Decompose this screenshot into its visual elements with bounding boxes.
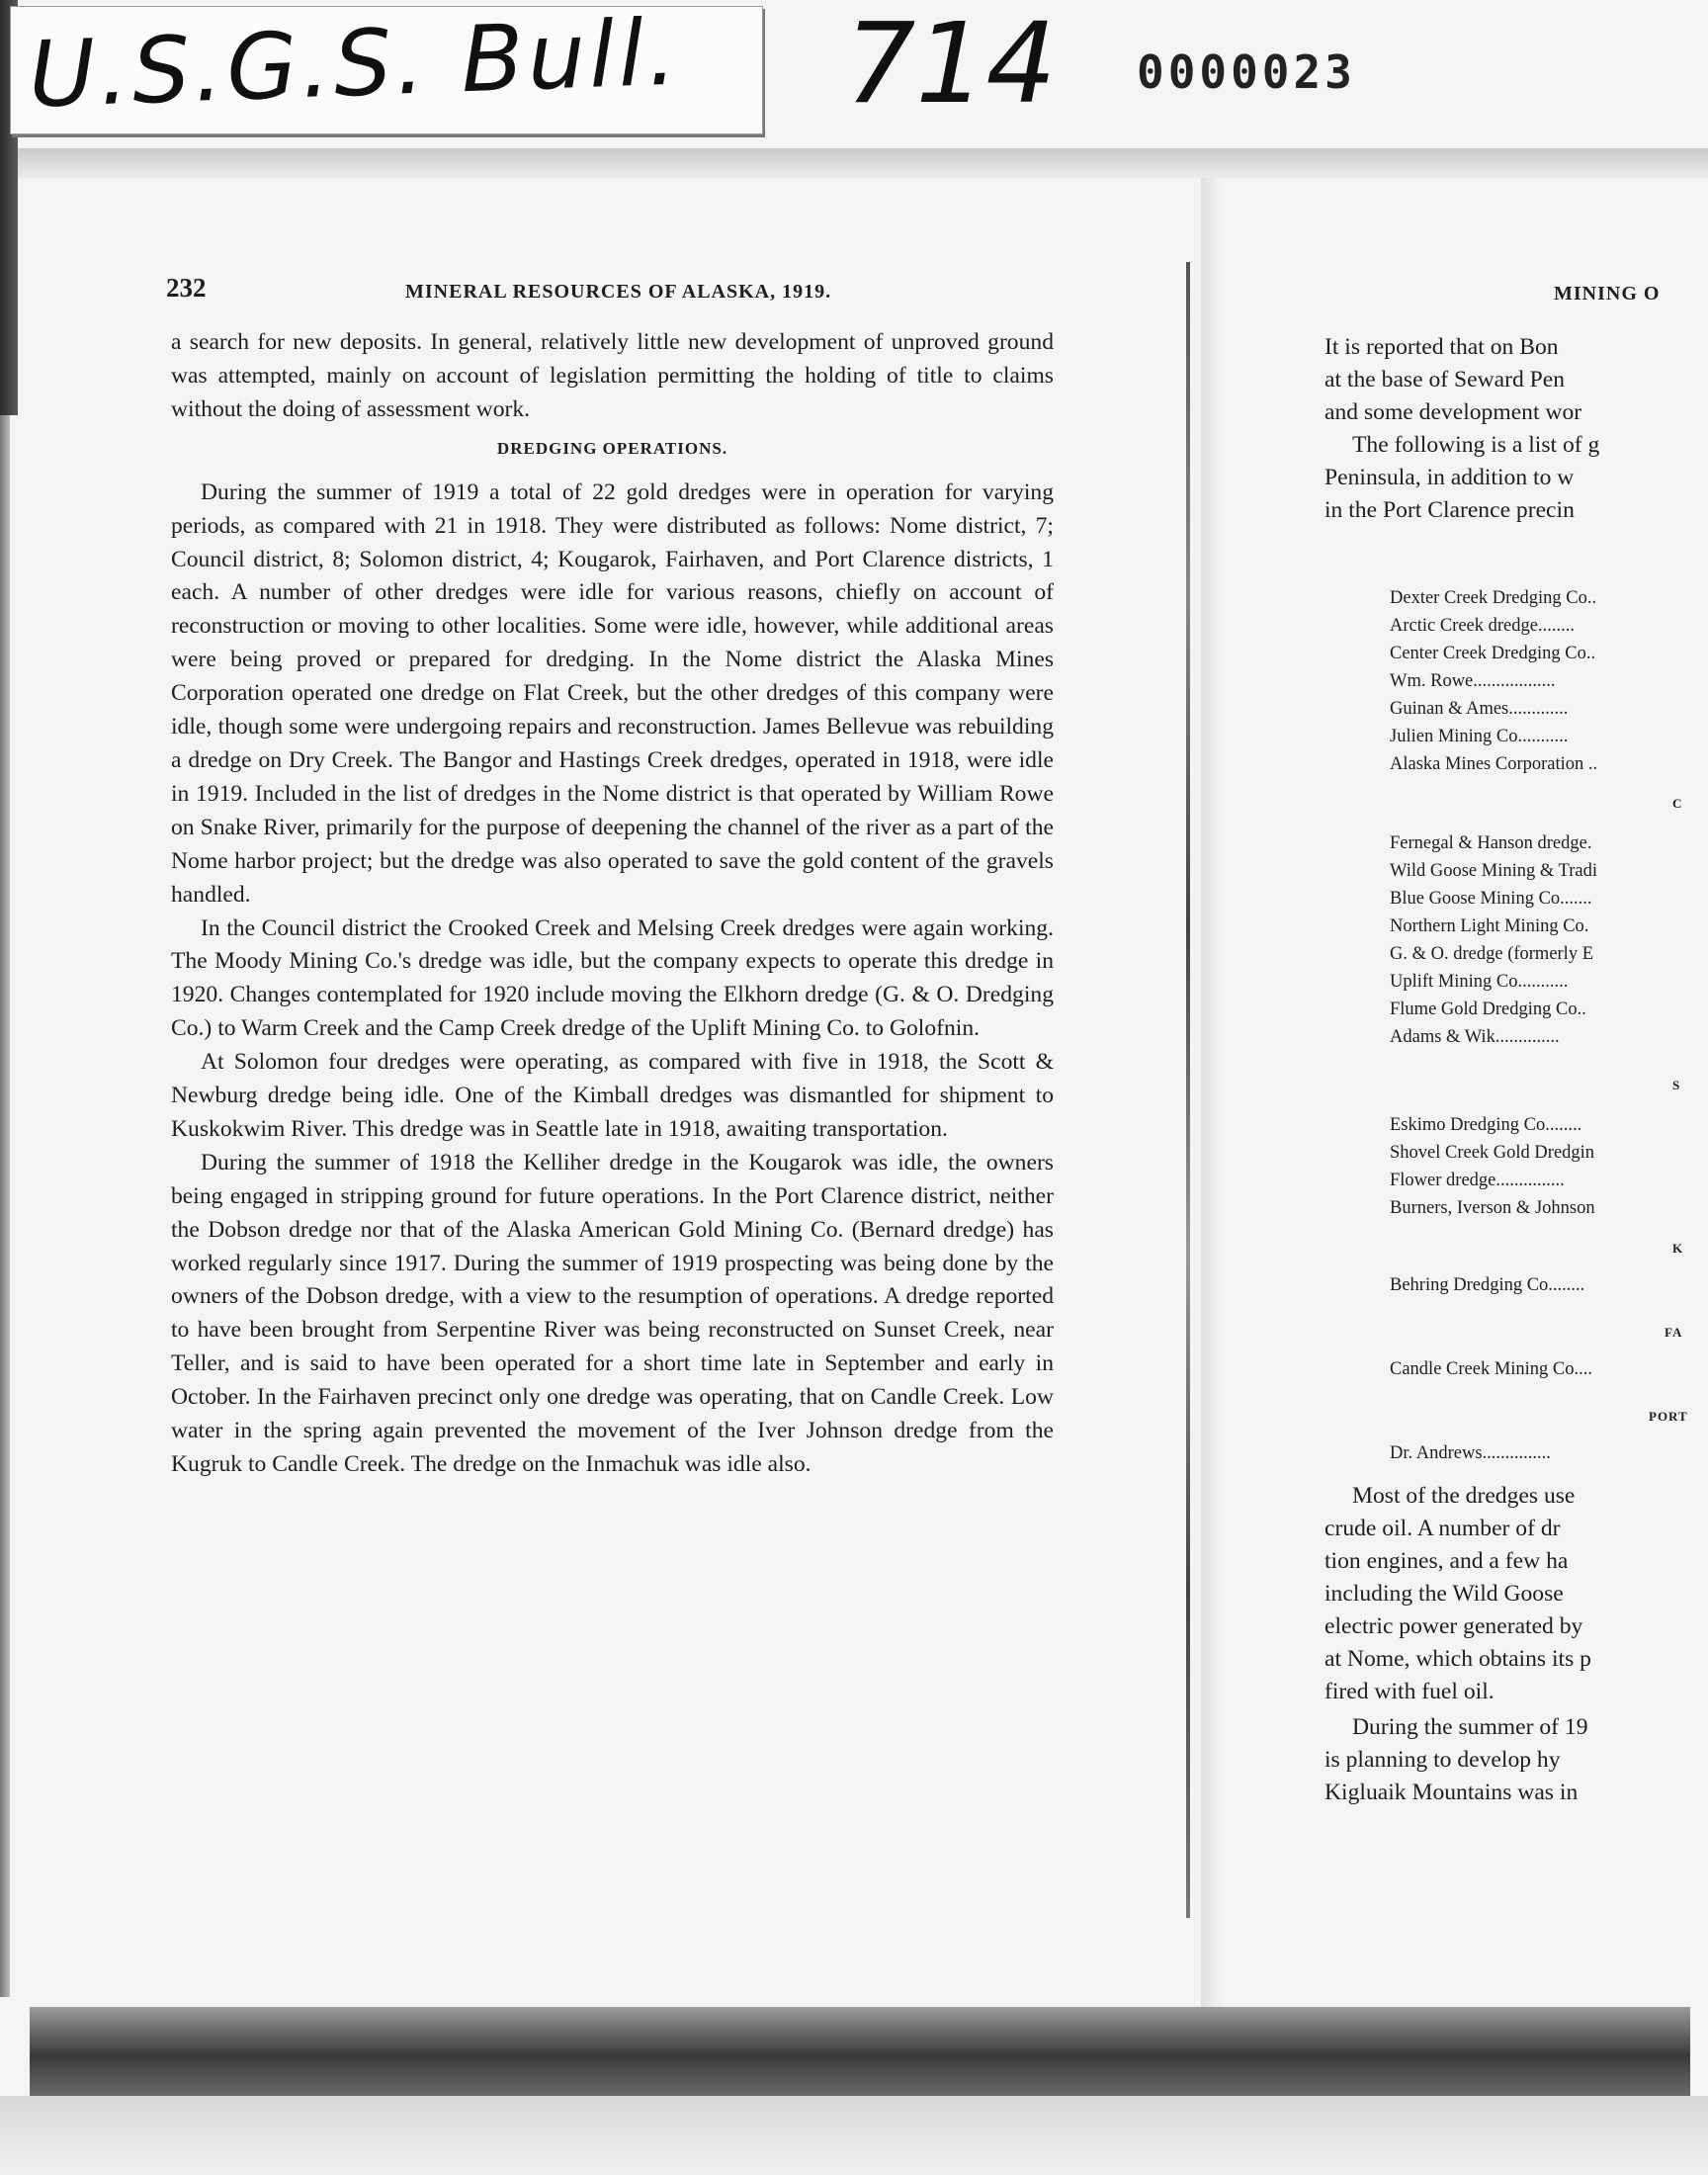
scan-bottom-edge: [0, 2096, 1708, 2175]
list-item: Arctic Creek dredge........: [1390, 616, 1575, 636]
list-item: Wild Goose Mining & Tradi: [1390, 861, 1597, 881]
intro-line: The following is a list of g: [1352, 432, 1600, 458]
list-item: G. & O. dredge (formerly E: [1390, 944, 1594, 964]
list-item: Candle Creek Mining Co....: [1390, 1359, 1593, 1379]
page-number: 232: [166, 273, 207, 303]
list-item: Dexter Creek Dredging Co..: [1390, 588, 1597, 608]
running-head: MINERAL RESOURCES OF ALASKA, 1919.: [405, 281, 832, 303]
list-item: Fernegal & Hanson dredge.: [1390, 833, 1592, 853]
list-item: Alaska Mines Corporation ..: [1390, 754, 1598, 774]
scan-shadow-bottom: [30, 2007, 1690, 2096]
list-item: Shovel Creek Gold Dredgin: [1390, 1143, 1595, 1163]
closing-line: at Nome, which obtains its p: [1324, 1646, 1591, 1672]
paragraph: During the summer of 1919 a total of 22 gold dredges were in operation for varying periods, as compared with 21 in 1918. They were distributed as follows: Nome district, 7; Council district, 8; Solomon district, 4; Kougarok, Fairhaven, and Port Clarence districts, 1 each. A number of other dredges were idle for various reasons, chiefly on account of reconstruction or moving to other localities. Some were idle, however, while additional areas were being proved or prepared for dredging. In the Nome district the Alaska Mines Corporation operated one dredge on Flat Creek, but the other dredges of this company were idle, though some were undergoing repairs and reconstruction. James Bellevue was rebuilding a dredge on Dry Creek. The Bangor and Hastings Creek dredges, operated in 1918, were idle in 1919. Included in the list of dredges in the Nome district is that operated by William Rowe on Snake River, primarily for the purpose of deepening the channel of the river as a part of the Nome harbor project; but the dredge was also operated to save the gold content of the gravels handled.: [171, 478, 1054, 908]
section-heading: DREDGING OPERATIONS.: [496, 438, 728, 458]
list-group-heading: K: [1672, 1241, 1684, 1256]
opening-paragraph: a search for new deposits. In general, relatively little new development of unproved ground was attempted, mainly on account of legislation permitting the holding of title to claims without the doing of assessment work.: [171, 329, 1054, 422]
list-item: Julien Mining Co...........: [1390, 727, 1569, 746]
document-id-stamp: 0000023: [1137, 45, 1356, 99]
scan-top-edge: [0, 148, 1708, 178]
intro-line: Peninsula, in addition to w: [1324, 465, 1575, 490]
closing-line: During the summer of 19: [1352, 1714, 1588, 1740]
body-text: [171, 326, 1054, 1482]
closing-line: crude oil. A number of dr: [1324, 1516, 1561, 1541]
scan-shadow-left-lower: [0, 415, 10, 1997]
list-item: Blue Goose Mining Co.......: [1390, 889, 1592, 909]
right-page: [1324, 178, 1708, 2007]
closing-line: is planning to develop hy: [1324, 1747, 1561, 1773]
list-item: Adams & Wik..............: [1390, 1027, 1560, 1047]
gutter-shadow: [1201, 178, 1223, 2007]
left-page: [40, 178, 1194, 2007]
right-running-head: MINING O: [1554, 283, 1661, 304]
closing-line: electric power generated by: [1324, 1613, 1583, 1639]
list-group-heading: S: [1672, 1078, 1681, 1092]
closing-line: fired with fuel oil.: [1324, 1679, 1494, 1704]
list-item: Dr. Andrews...............: [1390, 1443, 1551, 1463]
list-item: Wm. Rowe..................: [1390, 671, 1556, 691]
list-item: Flower dredge...............: [1390, 1171, 1565, 1190]
binding-line: [1186, 262, 1190, 1918]
intro-line: in the Port Clarence precin: [1324, 497, 1575, 523]
list-item: Uplift Mining Co...........: [1390, 972, 1569, 992]
list-item: Guinan & Ames.............: [1390, 699, 1569, 719]
list-item: Flume Gold Dredging Co..: [1390, 1000, 1586, 1019]
label-sticker: [10, 0, 763, 134]
closing-line: Most of the dredges use: [1352, 1483, 1576, 1509]
paragraph: At Solomon four dredges were operating, as compared with five in 1918, the Scott & Newburg dredge being idle. One of the Kimball dredges was dismantled for shipment to Kuskokwim River. This dredge was in Seattle late in 1918, awaiting transportation.: [171, 1049, 1054, 1142]
intro-line: at the base of Seward Pen: [1324, 367, 1566, 392]
list-item: Behring Dredging Co........: [1390, 1275, 1585, 1295]
closing-line: Kigluaik Mountains was in: [1324, 1780, 1579, 1805]
list-group-heading: C: [1672, 796, 1683, 811]
list-item: Northern Light Mining Co.: [1390, 916, 1589, 936]
label-handwriting: U.S.G.S. Bull.: [27, 0, 683, 129]
list-item: Eskimo Dredging Co........: [1390, 1115, 1582, 1135]
list-group-heading: PORT: [1649, 1409, 1688, 1424]
list-item: Center Creek Dredging Co..: [1390, 644, 1596, 663]
paragraph: In the Council district the Crooked Creek and Melsing Creek dredges were again working. The Moody Mining Co.'s dredge was idle, but the company expects to operate this dredge in 1920. Changes contemplated for 1920 include moving the Elkhorn dredge (G. & O. Dredging Co.) to Warm Creek and the Camp Creek dredge of the Uplift Mining Co. to Golofnin.: [171, 914, 1054, 1042]
list-group-heading: FA: [1665, 1325, 1683, 1340]
paragraph: During the summer of 1918 the Kelliher dredge in the Kougarok was idle, the owners being engaged in stripping ground for future operations. In the Port Clarence district, neither the Dobson dredge nor that of the Alaska American Gold Mining Co. (Bernard dredge) has worked regularly since 1917. During the summer of 1919 prospecting was being done by the owners of the Dobson dredge, with a view to the resumption of operations. A dredge reported to have been brought from Serpentine River was being reconstructed on Sunset Creek, near Teller, and is said to have been operated for a short time late in September and early in October. In the Fairhaven precinct only one dredge was operating, that on Candle Creek. Low water in the spring again prevented the movement of the Iver Johnson dredge from the Kugruk to Candle Creek. The dredge on the Inmachuk was idle also.: [171, 1149, 1054, 1477]
bulletin-number: 714: [845, 0, 1057, 129]
closing-line: including the Wild Goose: [1324, 1581, 1564, 1607]
closing-line: tion engines, and a few ha: [1324, 1548, 1569, 1574]
intro-line: It is reported that on Bon: [1324, 334, 1559, 360]
intro-line: and some development wor: [1324, 399, 1582, 425]
list-item: Burners, Iverson & Johnson: [1390, 1198, 1595, 1218]
